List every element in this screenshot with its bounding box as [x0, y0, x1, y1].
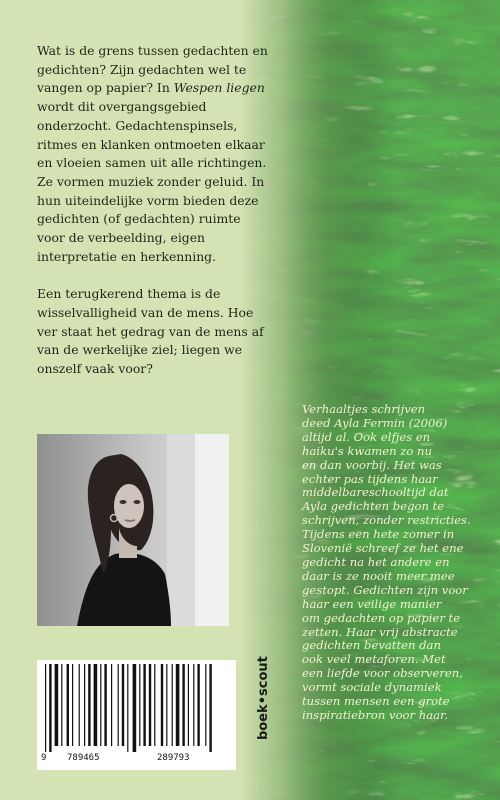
author-photo: [37, 434, 229, 626]
isbn-digit-prefix: 9: [41, 753, 47, 763]
bio-line: deed Ayla Fermin (2006): [302, 415, 448, 430]
author-bio: [302, 403, 487, 723]
barcode: [37, 660, 236, 770]
bio-line: echter pas tijdens haar: [302, 471, 438, 486]
bio-line: daar is ze nooit meer mee: [302, 568, 455, 583]
bio-line: Slovenië schreef ze het ene: [302, 541, 464, 556]
bio-line: vormt sociale dynamiek: [302, 680, 442, 695]
isbn-digits-right: 289793: [157, 753, 190, 763]
bio-line: om gedachten op papier te: [302, 610, 461, 625]
isbn-digits-left: 789465: [67, 753, 100, 763]
barcode-bars: [37, 660, 236, 752]
bio-line: haar een veilige manier: [302, 596, 442, 611]
bio-line: Ayla gedichten begon te: [302, 499, 445, 514]
publisher-logo: boek•scout: [256, 656, 271, 740]
blurb-paragraph-1: Wat is de grens tussen gedachten en gedichten? Zijn gedachten wel te vangen op papier? In Wespen liegen wordt dit overgangsgebied onderzocht. Gedachtenspinsels, ritmes en klanken ontmoeten elkaar en vloeien samen uit alle richtingen. Ze vormen muziek zonder geluid. In hun uiteindelijke vorm bieden deze gedichten (of gedachten) ruimte voor de verbeelding, eigen interpretatie en herkenning.: [37, 43, 268, 264]
bio-line: altijd al. Ook elfjes en: [302, 429, 431, 444]
bio-line: inspiratiebron voor haar.: [302, 707, 449, 722]
bio-line: tussen mensen een grote: [302, 694, 450, 709]
bio-line: ook veel metaforen. Met: [302, 652, 446, 667]
blurb-text: [37, 42, 269, 397]
bio-line: gestopt. Gedichten zijn voor: [302, 582, 468, 597]
bio-line: schrijven, zonder restricties.: [302, 513, 471, 528]
bio-line: haiku's kwamen zo nu: [302, 443, 432, 458]
bio-line: zetten. Haar vrij abstracte: [302, 624, 458, 639]
bio-line: Verhaaltjes schrijven: [302, 402, 426, 416]
bio-line: gedicht na het andere en: [302, 554, 450, 569]
book-title: Wespen liegen: [173, 80, 265, 96]
bio-line: een liefde voor observeren,: [302, 666, 463, 681]
bio-line: en dan voorbij. Het was: [302, 457, 442, 472]
blurb-paragraph-2: Een terugkerend thema is de wisselvalligheid van de mens. Hoe ver staat het gedrag van de mens af van de werkelijke ziel; liegen we onszelf vaak voor?: [37, 286, 264, 376]
bio-line: middelbareschooltijd dat: [302, 485, 449, 500]
bio-line: gedichten bevatten dan: [302, 638, 441, 653]
bio-line: Tijdens een hete zomer in: [302, 527, 455, 542]
